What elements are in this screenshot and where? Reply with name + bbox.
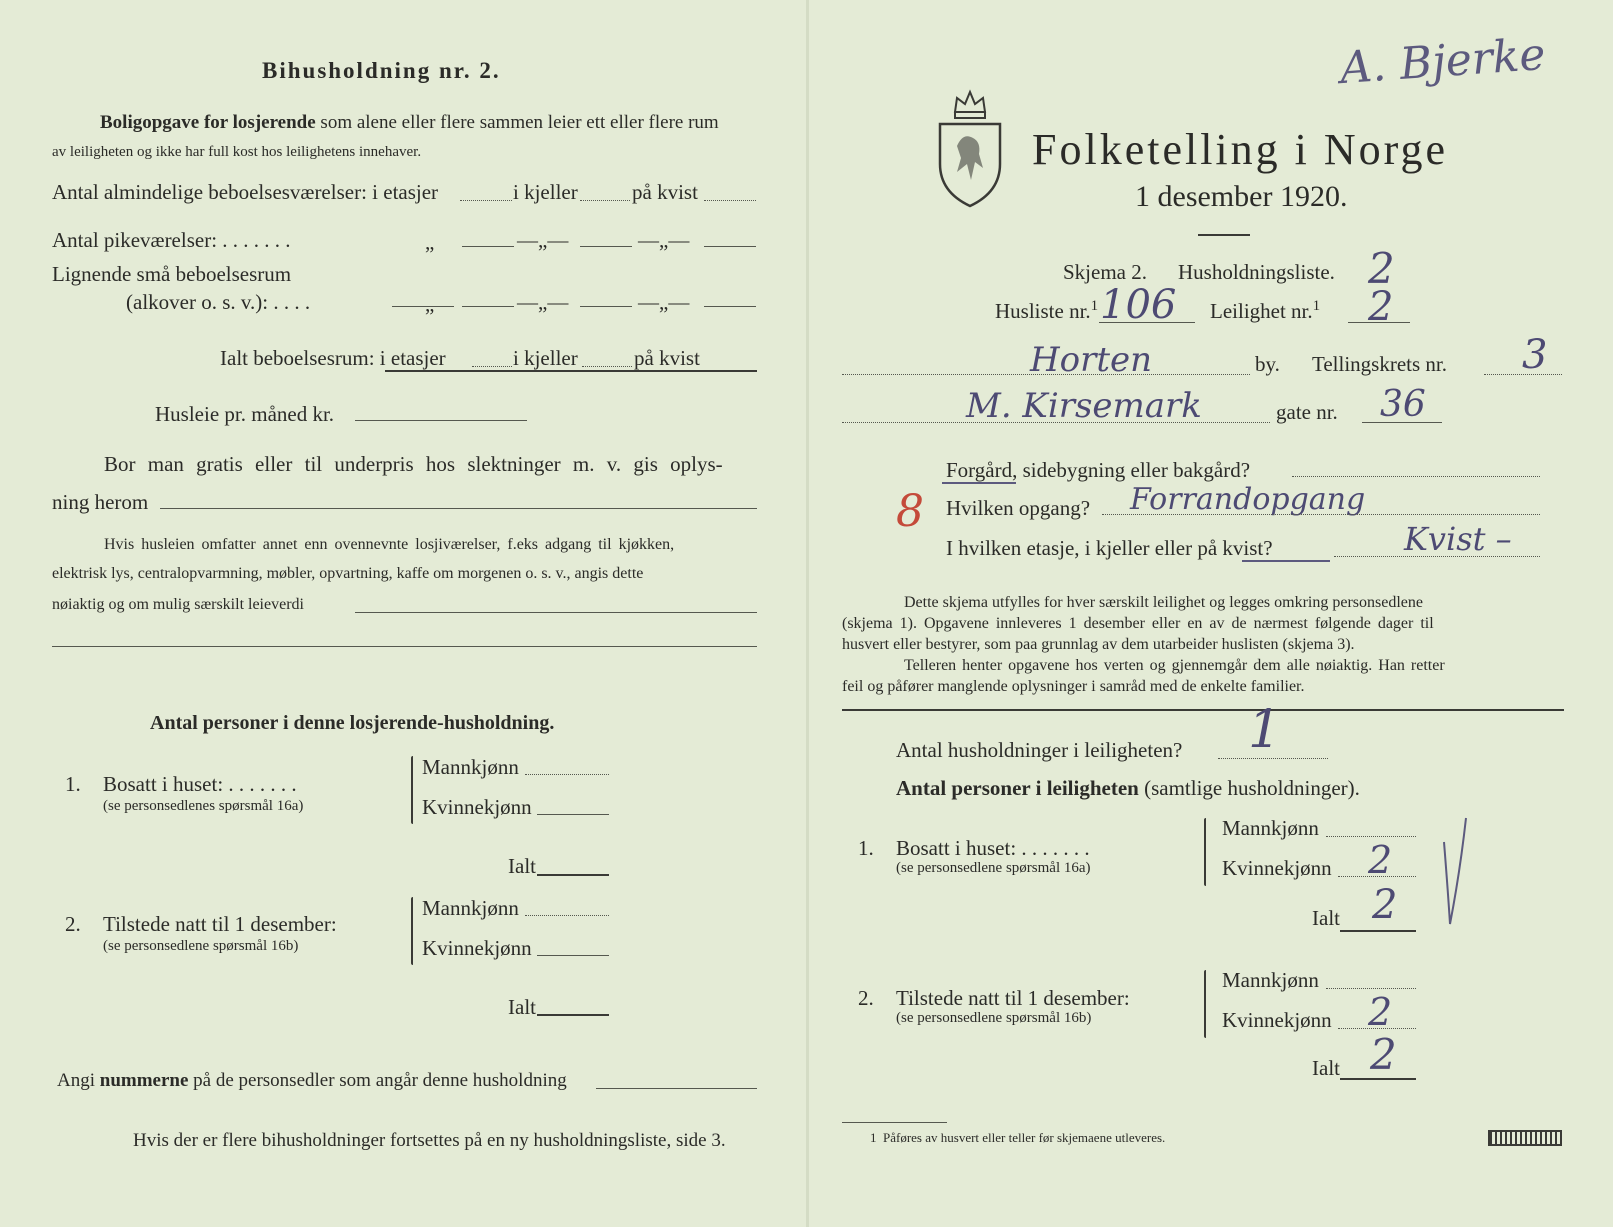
- gate-value: M. Kirsemark: [966, 386, 1202, 426]
- footnote-rule: [842, 1122, 947, 1123]
- krets-label: Tellingskrets nr.: [1312, 352, 1448, 376]
- rent-note-1: Hvis husleien omfatter annet enn ovennevnte losjiværelser, f.eks adgang til kjøkken,: [104, 536, 675, 553]
- right-q1-mann-field[interactable]: [1326, 836, 1416, 837]
- left-q1-ialt-label: Ialt: [508, 854, 536, 878]
- left-q2-number: 2.: [65, 912, 81, 936]
- footnote-number: 1: [870, 1130, 877, 1145]
- corner-signature: A. Bjerke: [1338, 28, 1548, 95]
- ialt-kjeller-field[interactable]: [582, 366, 632, 367]
- footnote-marker: 1: [1090, 298, 1099, 314]
- leilighet-value: 2: [1368, 284, 1394, 330]
- husholdningsliste-label: Husholdningsliste.: [1178, 260, 1335, 284]
- right-q2-kvinne-value: 2: [1368, 990, 1393, 1034]
- opgang-value: Forrandopgang: [1130, 482, 1366, 517]
- small-rooms-blank-field[interactable]: [392, 306, 454, 307]
- left-q1-kvinne-field[interactable]: [537, 814, 609, 815]
- krets-value: 3: [1522, 332, 1548, 378]
- by-field[interactable]: [842, 374, 1250, 375]
- left-q2-kvinne-label: Kvinnekjønn: [422, 936, 532, 960]
- right-persons-heading-rest: (samtlige husholdninger).: [1144, 776, 1360, 800]
- gate-nr-field[interactable]: [1362, 422, 1442, 423]
- gate-field[interactable]: [842, 422, 1270, 423]
- antal-husholdninger-value: 1: [1248, 700, 1282, 760]
- left-q2-ialt-field[interactable]: [537, 1014, 609, 1016]
- etasje-value: Kvist –: [1404, 520, 1512, 558]
- forgaard-field[interactable]: [1292, 476, 1540, 477]
- norwegian-coat-of-arms-icon: [935, 84, 1005, 210]
- title-rule: [1198, 234, 1250, 236]
- instruction-line-1: Dette skjema utfylles for hver særskilt leilighet og legges omkring personsedlene: [904, 594, 1423, 611]
- etasje-underline-mark: [1242, 560, 1330, 562]
- right-q2-mann-field[interactable]: [1326, 988, 1416, 989]
- left-title: Bihusholdning nr. 2.: [262, 58, 501, 83]
- gratis-line-2: ning herom: [52, 490, 149, 514]
- small-kjeller-field[interactable]: [580, 306, 632, 307]
- antal-husholdninger-field[interactable]: [1218, 758, 1328, 759]
- rent-note-3: nøiaktig og om mulig særskilt leieverdi: [52, 596, 304, 613]
- footnote-text: Påføres av husvert eller teller før skjemaene utleveres.: [883, 1130, 1166, 1145]
- small-rooms-label-1: Lignende små beboelsesrum: [52, 262, 292, 286]
- antal-husholdninger-label: Antal husholdninger i leiligheten?: [896, 738, 1183, 762]
- right-q1-kvinne-value: 2: [1368, 838, 1393, 882]
- right-q2-ialt-field[interactable]: [1340, 1078, 1416, 1080]
- left-q2-ialt-label: Ialt: [508, 995, 536, 1019]
- small-kvist-field[interactable]: [704, 306, 756, 307]
- left-persons-heading: Antal personer i denne losjerende-husholdning.: [150, 712, 555, 734]
- rent-field[interactable]: [355, 420, 527, 421]
- rooms-kjeller-label: i kjeller: [513, 180, 578, 204]
- by-value: Horten: [1030, 340, 1153, 380]
- right-q2-ialt-value: 2: [1370, 1030, 1397, 1079]
- by-label: by.: [1255, 352, 1280, 376]
- right-q2-sub: (se personsedlene spørsmål 16b): [896, 1010, 1092, 1026]
- right-q2-mann-label: Mannkjønn: [1222, 968, 1319, 992]
- angi-1: Angi: [57, 1070, 95, 1091]
- left-q2-brace: [411, 897, 413, 965]
- pike-ditto-1: „: [425, 230, 435, 254]
- pike-label: Antal pikeværelser: . . . . . . .: [52, 228, 291, 252]
- rooms-kvist-label: på kvist: [632, 180, 698, 204]
- left-footer: Hvis der er flere bihusholdninger fortsettes på en ny husholdningsliste, side 3.: [133, 1130, 726, 1151]
- forgaard-label: Forgård, sidebygning eller bakgård?: [946, 458, 1251, 482]
- red-mark: 8: [896, 486, 924, 537]
- instruction-line-5: feil og påfører manglende oplysninger i samråd med de enkelte familier.: [842, 678, 1305, 695]
- etasje-label: I hvilken etasje, i kjeller eller på kvist?: [946, 536, 1273, 560]
- left-q2-mann-field[interactable]: [525, 915, 609, 916]
- opgang-label: Hvilken opgang?: [946, 496, 1091, 520]
- angi-bold: nummerne: [99, 1070, 189, 1091]
- right-q2-brace: [1204, 970, 1206, 1038]
- leieverdi-field-2[interactable]: [52, 646, 757, 647]
- krets-field[interactable]: [1484, 374, 1562, 375]
- husliste-field[interactable]: [1099, 322, 1195, 323]
- etasje-field[interactable]: [1334, 556, 1540, 557]
- intro-line2: av leiligheten og ikke har full kost hos leilighetens innehaver.: [52, 144, 422, 160]
- angi-2: på de personsedler som angår denne husholdning: [193, 1070, 567, 1091]
- intro-rest: som alene eller flere sammen leier ett eller flere rum: [320, 112, 719, 133]
- rooms-kjeller-field[interactable]: [580, 200, 630, 201]
- ialt-kjeller-label: i kjeller: [513, 346, 578, 370]
- pike-kjeller-field[interactable]: [580, 246, 632, 247]
- right-q1-kvinne-label: Kvinnekjønn: [1222, 856, 1332, 880]
- right-q1-ialt-field[interactable]: [1340, 930, 1416, 932]
- leilighet-field[interactable]: [1348, 322, 1410, 323]
- rent-label: Husleie pr. måned kr.: [155, 402, 335, 426]
- right-q1-ialt-label: Ialt: [1312, 906, 1340, 930]
- census-date: 1 desember 1920.: [1135, 180, 1348, 213]
- small-ditto-2: —„—: [517, 290, 569, 314]
- husliste-label: Husliste nr.: [995, 299, 1091, 323]
- ialt-rooms-label: Ialt beboelsesrum: i etasjer: [220, 346, 446, 370]
- instruction-line-3: husvert eller bestyrer, som paa grunnlag av dem utarbeider huslisten (skjema 3).: [842, 636, 1355, 653]
- gate-label: gate nr.: [1276, 400, 1338, 424]
- small-rooms-label-2: (alkover o. s. v.): . . . .: [126, 290, 311, 314]
- forgaard-underline-mark: [942, 482, 1016, 484]
- left-q2-label: Tilstede natt til 1 desember:: [103, 912, 337, 936]
- skjema-label: Skjema 2.: [1063, 260, 1147, 284]
- pike-kvist-field[interactable]: [704, 246, 756, 247]
- gate-nr-value: 36: [1380, 384, 1426, 425]
- gratis-field[interactable]: [160, 508, 757, 509]
- small-etasjer-field[interactable]: [462, 306, 514, 307]
- left-q1-ialt-field[interactable]: [537, 874, 609, 876]
- left-q1-kvinne-label: Kvinnekjønn: [422, 795, 532, 819]
- page-fold: [806, 0, 809, 1227]
- gratis-line-1: Bor man gratis eller til underpris hos slektninger m. v. gis oplys-: [104, 452, 723, 476]
- pike-etasjer-field[interactable]: [462, 246, 514, 247]
- left-q1-brace: [411, 756, 413, 824]
- rent-note-2: elektrisk lys, centralopvarmning, møbler, opvartning, kaffe om morgenen o. s. v., angis dette: [52, 565, 644, 582]
- small-ditto-1: „: [425, 292, 435, 316]
- husliste-value: 106: [1100, 282, 1177, 328]
- leieverdi-field[interactable]: [355, 612, 757, 613]
- right-q2-kvinne-field[interactable]: [1338, 1028, 1416, 1029]
- rooms-kvist-field[interactable]: [704, 200, 756, 201]
- right-q1-sub: (se personsedlene spørsmål 16a): [896, 860, 1091, 876]
- main-title: Folketelling i Norge: [1032, 125, 1449, 174]
- printer-stamp: [1488, 1130, 1562, 1146]
- right-persons-heading-bold: Antal personer i leiligheten: [896, 776, 1139, 800]
- left-q2-mann-label: Mannkjønn: [422, 896, 519, 920]
- right-q1-number: 1.: [858, 836, 874, 860]
- right-q1-ialt-value: 2: [1372, 882, 1398, 928]
- rooms-label: Antal almindelige beboelsesværelser: i etasjer: [52, 180, 439, 204]
- left-q1-label: Bosatt i huset: . . . . . . .: [103, 772, 297, 796]
- right-q2-label: Tilstede natt til 1 desember:: [896, 986, 1130, 1010]
- rooms-etasjer-field[interactable]: [460, 200, 512, 201]
- small-ditto-3: —„—: [638, 290, 690, 314]
- leilighet-label: Leilighet nr.: [1210, 299, 1313, 323]
- section-divider: [842, 709, 1564, 711]
- right-q2-kvinne-label: Kvinnekjønn: [1222, 1008, 1332, 1032]
- check-mark: [1440, 812, 1470, 932]
- intro-bold: Boligopgave for losjerende: [100, 112, 316, 133]
- right-q1-brace: [1204, 818, 1206, 886]
- instruction-line-4: Telleren henter opgavene hos verten og gjennemgår dem alle nøiaktig. Han retter: [904, 657, 1445, 674]
- right-q1-kvinne-field[interactable]: [1338, 876, 1416, 877]
- left-q2-sub: (se personsedlene spørsmål 16b): [103, 938, 299, 954]
- left-q1-mann-field[interactable]: [525, 774, 609, 775]
- instruction-line-2: (skjema 1). Opgavene innleveres 1 desember eller en av de nærmest følgende dager til: [842, 615, 1434, 632]
- right-q2-ialt-label: Ialt: [1312, 1056, 1340, 1080]
- ialt-kvist-label: på kvist: [634, 346, 700, 370]
- right-q2-number: 2.: [858, 986, 874, 1010]
- pike-ditto-3: —„—: [638, 228, 690, 252]
- right-q1-mann-label: Mannkjønn: [1222, 816, 1319, 840]
- left-q1-mann-label: Mannkjønn: [422, 755, 519, 779]
- left-q2-kvinne-field[interactable]: [537, 955, 609, 956]
- husholdningsliste-value: 2: [1368, 244, 1395, 293]
- angi-field[interactable]: [596, 1088, 757, 1089]
- left-q1-number: 1.: [65, 772, 81, 796]
- right-q1-label: Bosatt i huset: . . . . . . .: [896, 836, 1090, 860]
- footnote-marker: 1: [1312, 298, 1321, 314]
- opgang-field[interactable]: [1102, 514, 1540, 515]
- left-q1-sub: (se personsedlenes spørsmål 16a): [103, 798, 304, 814]
- ialt-etasjer-field[interactable]: [472, 366, 512, 367]
- pike-ditto-2: —„—: [517, 228, 569, 252]
